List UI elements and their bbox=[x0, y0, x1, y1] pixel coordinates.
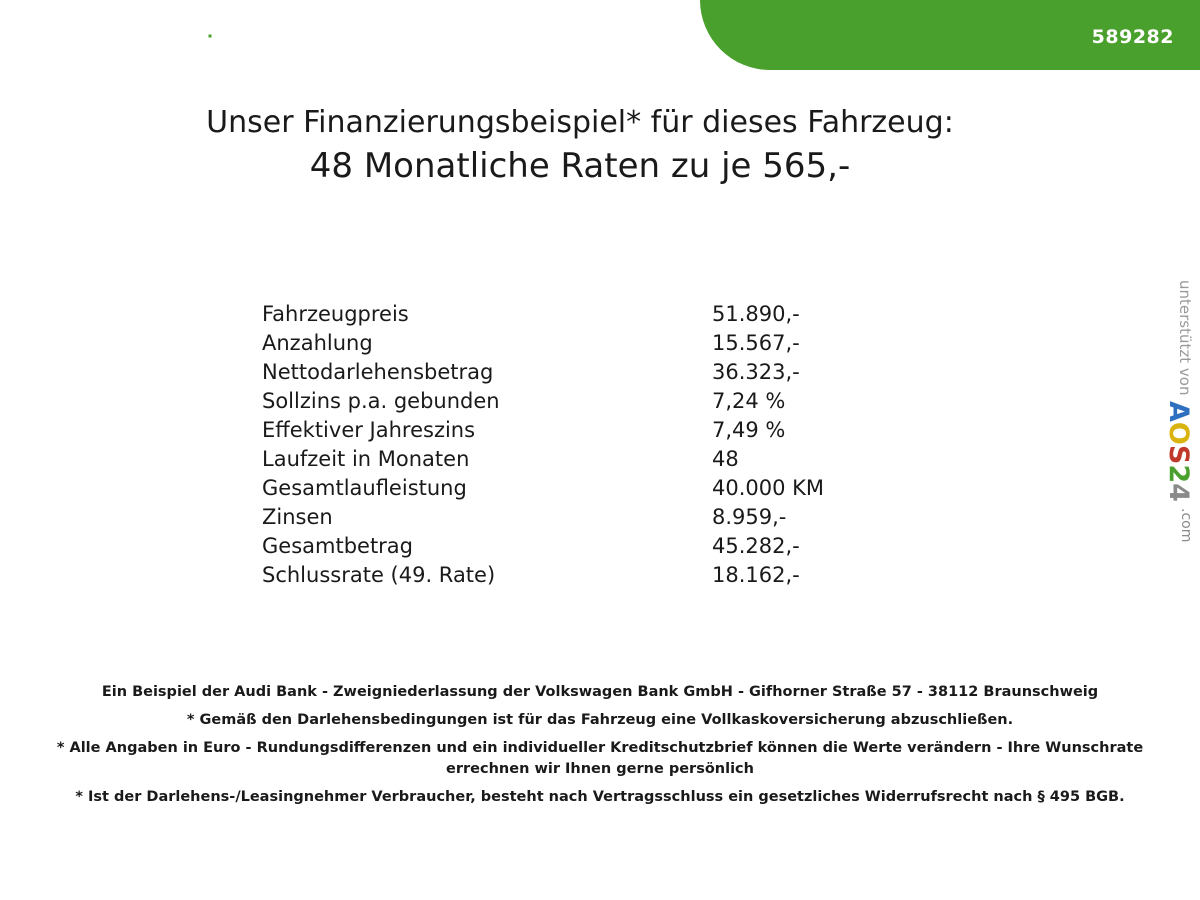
table-row bbox=[262, 387, 902, 416]
clover-icon bbox=[197, 23, 223, 49]
table-row bbox=[262, 329, 902, 358]
footer-line-1: Ein Beispiel der Audi Bank - Zweigniederlassung der Volkswagen Bank GmbH - Gifhorner Straße 57 - 38112 Braunschweig bbox=[101, 684, 1099, 700]
row-label: Fahrzeugpreis bbox=[262, 302, 409, 326]
footer-line-4: * Ist der Darlehens-/Leasingnehmer Verbraucher, besteht nach Vertragsschluss ein gesetzliches Widerrufsrecht nach § 495 BGB. bbox=[75, 789, 1125, 806]
supported-by-strip bbox=[1164, 280, 1194, 620]
table-row bbox=[262, 358, 902, 387]
aos24-digit-2: 2 bbox=[1163, 464, 1194, 484]
row-label: Gesamtlaufleistung bbox=[262, 476, 467, 500]
footer-line-3: * Alle Angaben in Euro - Rundungsdifferenzen und ein individueller Kreditschutzbrief können die Werte verändern - Ihre Wunschrate errechnen wir Ihnen gerne persönlich bbox=[56, 740, 1144, 778]
title-line-2: 48 Monatliche Raten zu je 565,- bbox=[309, 145, 851, 186]
row-value: 7,24 % bbox=[712, 389, 786, 413]
table-row bbox=[262, 503, 902, 532]
row-value: 51.890,- bbox=[712, 302, 800, 326]
aos24-logo bbox=[1163, 401, 1194, 502]
row-label: Effektiver Jahreszins bbox=[262, 418, 476, 442]
aos24-letter-o: O bbox=[1163, 422, 1194, 446]
aos24-digit-4: 4 bbox=[1163, 483, 1194, 503]
page-title bbox=[0, 104, 1160, 188]
aos24-letter-a: A bbox=[1163, 401, 1194, 423]
row-label: Laufzeit in Monaten bbox=[262, 447, 470, 471]
row-label: Gesamtbetrag bbox=[262, 534, 414, 558]
row-value: 15.567,- bbox=[712, 331, 800, 355]
table-row bbox=[262, 445, 902, 474]
aos24-letter-s: S bbox=[1163, 445, 1194, 465]
row-label: Nettodarlehensbetrag bbox=[262, 360, 494, 384]
row-value: 36.323,- bbox=[712, 360, 800, 384]
vehicle-id: 589282 bbox=[1091, 26, 1174, 48]
row-label: Sollzins p.a. gebunden bbox=[262, 389, 500, 413]
brand-logo bbox=[72, 18, 333, 53]
table-row bbox=[262, 416, 902, 445]
row-value: 48 bbox=[712, 447, 739, 471]
row-label: Schlussrate (49. Rate) bbox=[262, 563, 496, 587]
footer-line-2: * Gemäß den Darlehensbedingungen ist für das Fahrzeug eine Vollkaskoversicherung abzuschließen. bbox=[186, 712, 1014, 729]
row-value: 40.000 KM bbox=[712, 476, 825, 500]
legal-footer bbox=[40, 682, 1160, 815]
supported-by-label: unterstützt von bbox=[1176, 280, 1194, 396]
row-value: 18.162,- bbox=[712, 563, 800, 587]
row-value: 45.282,- bbox=[712, 534, 800, 558]
row-label: Anzahlung bbox=[262, 331, 373, 355]
aos24-domain: .com bbox=[1178, 508, 1194, 543]
table-row bbox=[262, 561, 902, 590]
table-row bbox=[262, 532, 902, 561]
row-value: 7,49 % bbox=[712, 418, 786, 442]
brand-name-right: GRAF bbox=[237, 18, 333, 53]
row-value: 8.959,- bbox=[712, 505, 787, 529]
table-row bbox=[262, 474, 902, 503]
table-row bbox=[262, 300, 902, 329]
brand-name-left: FESER bbox=[72, 18, 184, 53]
finance-table bbox=[262, 300, 902, 590]
title-line-1: Unser Finanzierungsbeispiel* für dieses Fahrzeug: bbox=[206, 105, 954, 140]
row-label: Zinsen bbox=[262, 505, 333, 529]
